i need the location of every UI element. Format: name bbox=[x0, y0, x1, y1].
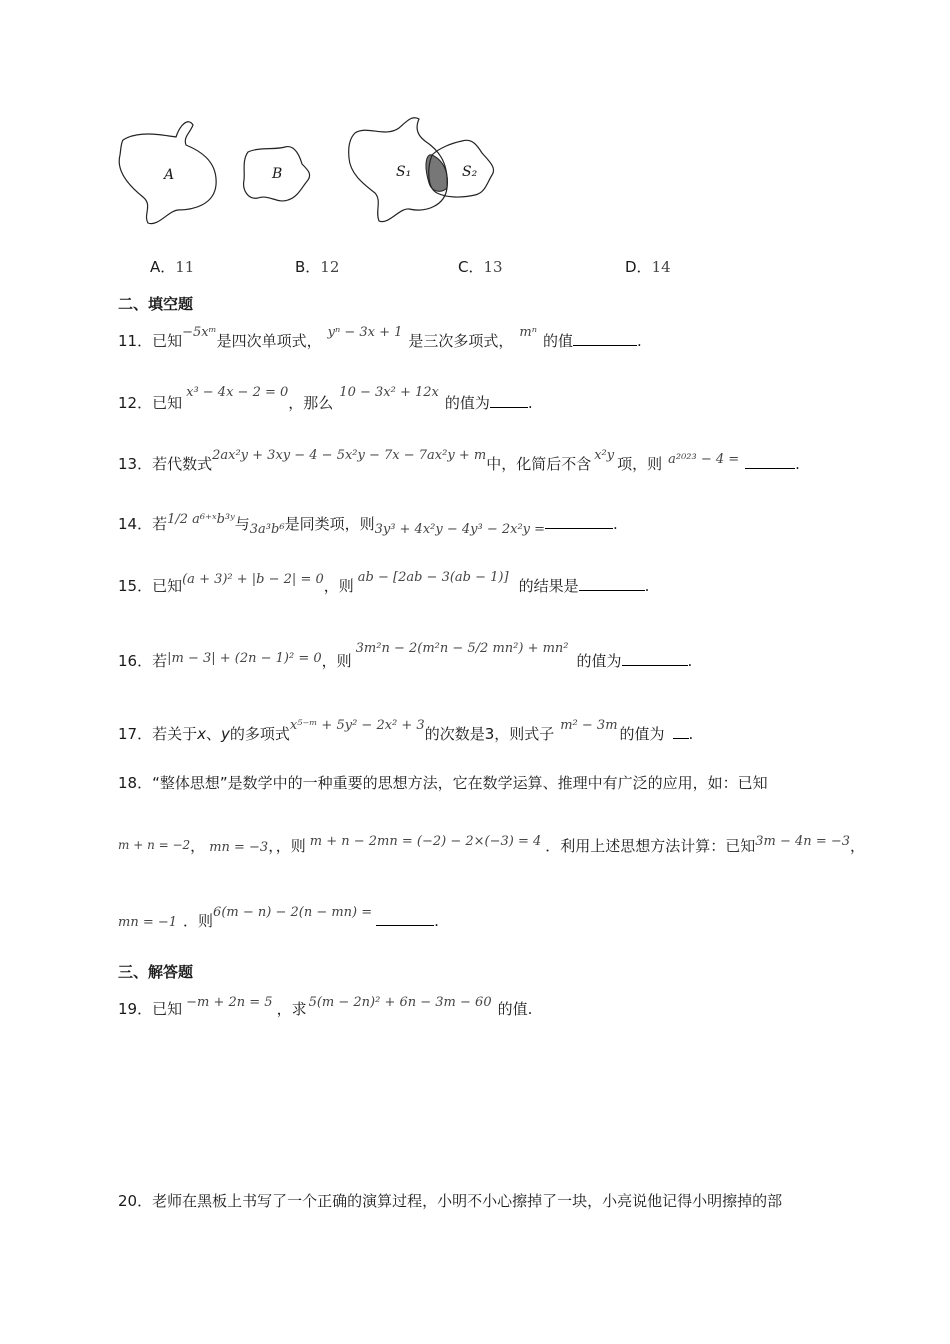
question-15: 15．已知(a + 3)² + |b − 2| = 0，则 ab − [2ab − 3(ab − 1)] 的结果是 . bbox=[118, 570, 650, 595]
answer-blank[interactable] bbox=[545, 528, 613, 529]
figure-a-label: A bbox=[164, 167, 175, 183]
question-16: 16．若|m − 3| + (2n − 1)² = 0，则3m²n − 2(m²n − 5/2 mn²) + mn²的值为 . bbox=[118, 641, 693, 670]
figure-s1-label: S₁ bbox=[396, 164, 412, 180]
question-18-line-3: mn = −1 ．则6(m − n) − 2(n − mn) = . bbox=[118, 905, 439, 930]
question-12: 12．已知x³ − 4x − 2 = 0，那么10 − 3x² + 12x的值为 . bbox=[118, 385, 533, 412]
answer-blank[interactable] bbox=[579, 590, 645, 591]
question-14: 14．若1/2 a⁶⁺ˣb³ʸ与3a³b⁶是同类项，则3y³ + 4x²y − 4y³ − 2x²y = . bbox=[118, 512, 618, 537]
option-b: B．12 bbox=[295, 258, 340, 276]
option-a: A．11 bbox=[150, 258, 195, 276]
question-20: 20．老师在黑板上书写了一个正确的演算过程，小明不小心擦掉了一块，小亮说他记得小明擦掉的部 bbox=[118, 1192, 783, 1210]
question-17: 17．若关于x、y的多项式x⁵⁻ᵐ + 5y² − 2x² + 3的次数是3，则式子 m² − 3m 的值为 . bbox=[118, 718, 694, 743]
figure-s-shapes bbox=[347, 113, 502, 228]
section-2-title: 二、填空题 bbox=[118, 295, 194, 313]
answer-blank[interactable] bbox=[745, 468, 795, 469]
question-18-line-1: 18．“整体思想”是数学中的一种重要的思想方法，它在数学运算、推理中有广泛的应用，如：已知 bbox=[118, 774, 768, 792]
answer-blank[interactable] bbox=[490, 407, 528, 408]
section-3-title: 三、解答题 bbox=[118, 963, 194, 981]
answer-blank[interactable] bbox=[622, 665, 688, 666]
option-c: C．13 bbox=[458, 258, 503, 276]
question-13: 13．若代数式2ax²y + 3xy − 4 − 5x²y − 7x − 7ax²y + m中，化简后不含 x²y 项，则 a²⁰²³ − 4 = . bbox=[118, 448, 800, 473]
question-19: 19．已知 −m + 2n = 5 ，求 5(m − 2n)² + 6n − 3m − 60 的值. bbox=[118, 995, 533, 1018]
answer-blank[interactable] bbox=[573, 345, 637, 346]
figure-s2-label: S₂ bbox=[462, 164, 478, 180]
answer-blank[interactable] bbox=[376, 925, 434, 926]
question-18-line-2: m + n = −2， mn = −3，，则 m + n − 2mn = (−2) − 2×(−3) = 4 ．利用上述思想方法计算：已知3m − 4n = −3， bbox=[118, 834, 866, 855]
figure-b-label: B bbox=[272, 166, 283, 182]
option-d: D．14 bbox=[625, 258, 671, 276]
question-11: 11．已知−5xᵐ是四次单项式， yⁿ − 3x + 1 是三次多项式， mⁿ 的值 . bbox=[118, 325, 642, 350]
answer-blank[interactable] bbox=[673, 738, 689, 739]
